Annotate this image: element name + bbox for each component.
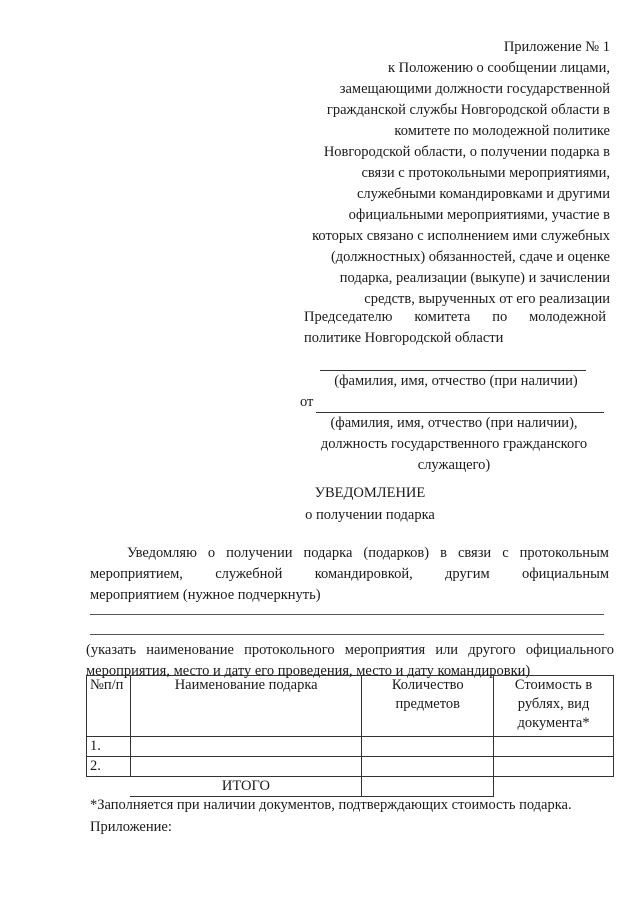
row-number: 1. <box>87 737 131 757</box>
recipient-name-row <box>300 350 608 371</box>
notice-line1: Уведомляю о получении подарка (подарков) в связи с протокольным <box>127 545 609 561</box>
total-label: ИТОГО <box>130 777 361 797</box>
event-caption-line2: мероприятия, место и дату его проведения, место и дату командировки) <box>86 663 531 679</box>
sender-caption-line1: (фамилия, имя, отчество (при наличии), <box>330 415 578 431</box>
header-cost: Стоимость в рублях, вид документа* <box>494 676 614 737</box>
addressee <box>304 307 606 349</box>
sender-block <box>300 350 608 476</box>
from-label: от <box>300 394 314 410</box>
appendix-line: гражданской службы Новгородской области в <box>326 102 610 118</box>
appendix-line: Новгородской области, о получении подарка в <box>323 144 610 160</box>
row-number: 2. <box>87 757 131 777</box>
notice-paragraph <box>90 543 609 606</box>
addressee-line2: политике Новгородской области <box>304 330 504 346</box>
attachment-label: Приложение: <box>90 819 172 835</box>
total-spacer <box>87 777 131 797</box>
gift-name-cell[interactable] <box>130 757 361 777</box>
document-title: УВЕДОМЛЕНИЕ <box>314 485 426 501</box>
notice-line3: мероприятием (нужное подчеркнуть) <box>90 587 321 603</box>
sender-name-field[interactable] <box>316 400 604 413</box>
gift-name-cell[interactable] <box>130 737 361 757</box>
gift-qty-cell[interactable] <box>362 757 494 777</box>
document-subtitle: о получении подарка <box>305 507 435 523</box>
recipient-name-field[interactable] <box>320 358 586 371</box>
recipient-name-caption: (фамилия, имя, отчество (при наличии) <box>334 373 578 389</box>
appendix-line: к Положению о сообщении лицами, <box>387 60 610 76</box>
event-fill-line-1[interactable] <box>90 614 604 615</box>
table-row <box>87 757 614 777</box>
header-name: Наименование подарка <box>130 676 361 737</box>
table-header-row <box>87 676 614 737</box>
sender-name-row <box>300 392 608 413</box>
appendix-line: замещающими должности государственной <box>339 81 610 97</box>
event-fill-line-2[interactable] <box>90 634 604 635</box>
appendix-line: (должностных) обязанностей, сдаче и оценке <box>330 249 610 265</box>
appendix-line: комитете по молодежной политике <box>394 123 610 139</box>
header-qty: Количество предметов <box>362 676 494 737</box>
event-caption-line1: (указать наименование протокольного мероприятия или другого официального <box>86 642 614 658</box>
sender-caption-line3: служащего) <box>417 457 491 473</box>
table-row <box>87 737 614 757</box>
appendix-line: связи с протокольными мероприятиями, <box>361 165 610 181</box>
gift-qty-cell[interactable] <box>362 737 494 757</box>
table-total-row <box>87 777 614 797</box>
appendix-line: которых связано с исполнением ими служебных <box>312 228 610 244</box>
notice-line2: мероприятием, служебной командировкой, другим официальным <box>90 566 609 582</box>
appendix-line: Приложение № 1 <box>503 39 610 55</box>
appendix-line: служебными командировками и другими <box>356 186 610 202</box>
gifts-table <box>86 675 614 797</box>
total-spacer <box>494 777 614 797</box>
appendix-line: подарка, реализации (выкупе) и зачислении <box>339 270 610 286</box>
gift-cost-cell[interactable] <box>494 757 614 777</box>
appendix-line: средств, вырученных от его реализации <box>364 291 610 307</box>
sender-caption-line2: должность государственного гражданского <box>320 436 588 452</box>
gift-cost-cell[interactable] <box>494 737 614 757</box>
addressee-line1: Председателю комитета по молодежной <box>304 309 606 325</box>
footnote: *Заполняется при наличии документов, подтверждающих стоимость подарка. <box>90 797 572 813</box>
total-qty-cell[interactable] <box>362 777 494 797</box>
header-num: №п/п <box>87 676 131 737</box>
appendix-header <box>290 37 610 310</box>
appendix-line: официальными мероприятиями, участие в <box>348 207 610 223</box>
